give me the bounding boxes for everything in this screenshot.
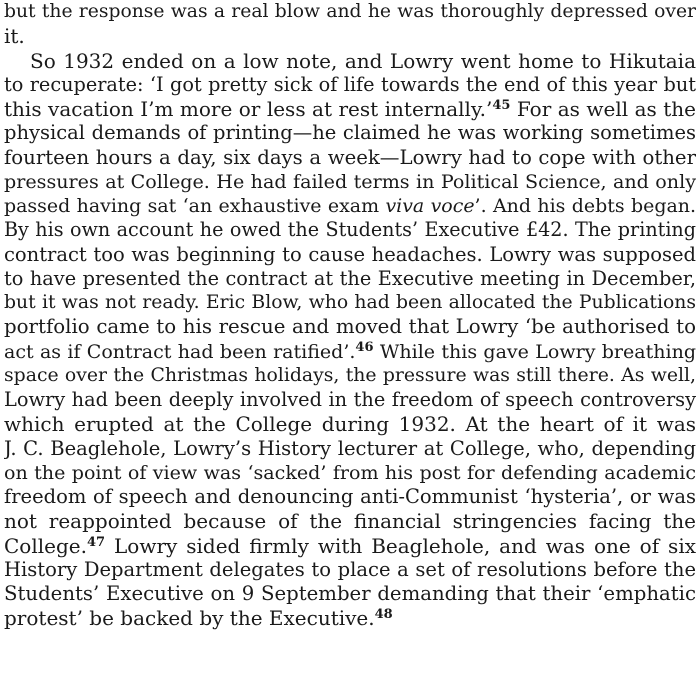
footnote-marker: 47	[86, 534, 106, 550]
footnote-marker: 46	[355, 339, 374, 355]
text-line	[4, 534, 696, 558]
text-run: protest’ be backed by the Executive.	[4, 606, 375, 631]
text-run: While this gave Lowry breathing	[373, 340, 696, 363]
text-line	[4, 97, 696, 121]
footnote-marker: 48	[374, 607, 393, 623]
text-run: Lowry sided firmly with Beaglehole, and was one of six	[105, 533, 696, 558]
text-line	[4, 194, 696, 218]
text-run: this vacation I’m more or less at rest internally.’	[4, 97, 493, 121]
text-line: physical demands of printing—he claimed he was working sometimes	[4, 121, 696, 145]
text-line: fourteen hours a day, six days a week—Lowry had to cope with other	[4, 145, 696, 169]
text-line: portfolio came to his rescue and moved that Lowry ‘be authorised to	[4, 315, 696, 339]
text-line: but it was not ready. Eric Blow, who had been allocated the Publications	[4, 292, 696, 313]
text-line	[4, 340, 696, 364]
text-line	[4, 606, 696, 630]
text-run: passed having sat ‘an exhaustive exam	[4, 195, 386, 217]
text-line: to recuperate: ‘I got pretty sick of life towards the end of this year but	[4, 72, 696, 96]
text-line: Students’ Executive on 9 September demanding that their ‘emphatic	[4, 582, 696, 605]
text-line: Lowry had been deeply involved in the freedom of speech controversy	[4, 388, 696, 411]
text-run: For as well as the	[510, 97, 696, 121]
text-line: J. C. Beaglehole, Lowry’s History lecturer at College, who, depending	[4, 436, 696, 460]
text-line: By his own account he owed the Students’ Executive £42. The printing	[4, 218, 696, 242]
italic-phrase: viva voce	[385, 195, 475, 217]
footnote-marker: 45	[492, 98, 511, 113]
text-line: which erupted at the College during 1932. At the heart of it was	[4, 412, 696, 437]
text-run: ’. And his debts began.	[474, 195, 696, 217]
text-line: pressures at College. He had failed terms in Political Science, and only	[4, 169, 696, 193]
text-line: History Department delegates to place a set of resolutions before the	[4, 557, 696, 581]
text-line: but the response was a real blow and he was thoroughly depressed over	[4, 1, 696, 22]
text-line: contract too was beginning to cause headaches. Lowry was supposed	[4, 242, 696, 266]
text-line: space over the Christmas holidays, the pressure was still there. As well,	[4, 364, 696, 386]
text-line: freedom of speech and denouncing anti-Communist ‘hysteria’, or was	[4, 485, 696, 508]
text-run: College.	[4, 533, 87, 558]
text-run: act as if Contract had been ratified’.	[4, 340, 356, 363]
text-line: not reappointed because of the financial stringencies facing the	[4, 509, 696, 534]
paragraph-first-line: So 1932 ended on a low note, and Lowry went home to Hikutaia	[30, 48, 696, 73]
text-line: it.	[4, 24, 25, 49]
text-line: to have presented the contract at the Executive meeting in December,	[4, 266, 696, 290]
book-page-text	[4, 0, 696, 631]
text-line: on the point of view was ‘sacked’ from his post for defending academic	[4, 461, 696, 484]
